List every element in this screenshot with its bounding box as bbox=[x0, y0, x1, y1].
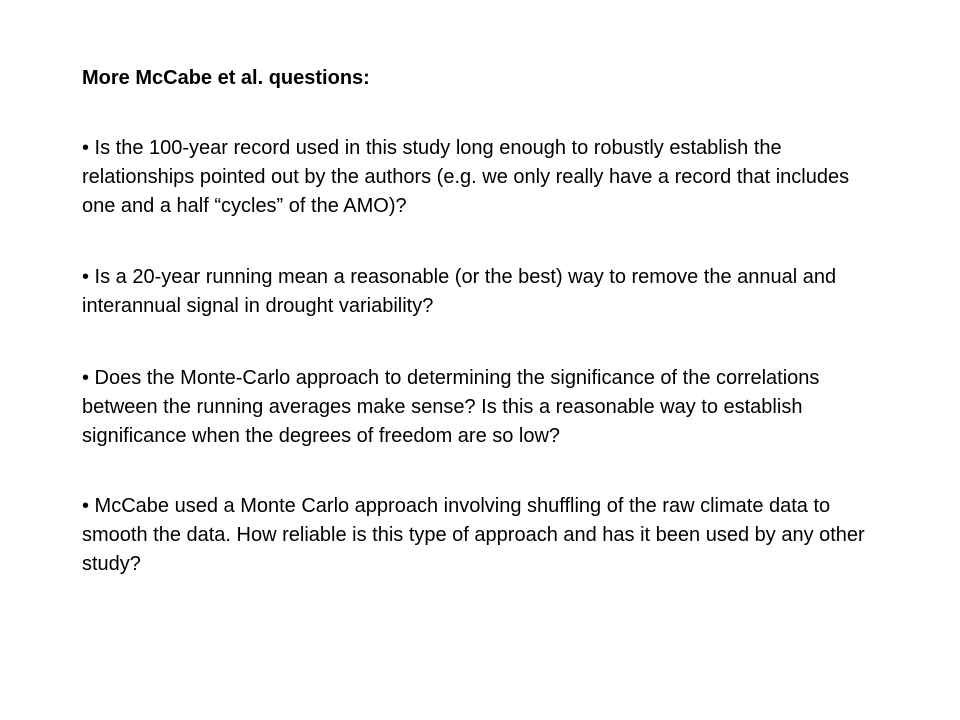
bullet-running-mean: • Is a 20-year running mean a reasonable (or the best) way to remove the annual and interannual signal in drought variability? bbox=[82, 266, 837, 317]
bullet-monte-carlo-significance: • Does the Monte-Carlo approach to determining the significance of the correlations between the running averages make sense? Is this a reasonable way to establish significance when the degrees of freedom are so low? bbox=[82, 367, 820, 447]
slide-title: More McCabe et al. questions: bbox=[82, 67, 370, 89]
bullet-monte-carlo-shuffling: • McCabe used a Monte Carlo approach involving shuffling of the raw climate data to smooth the data. How reliable is this type of approach and has it been used by any other study? bbox=[82, 495, 865, 575]
bullet-record-length: • Is the 100-year record used in this study long enough to robustly establish the relationships pointed out by the authors (e.g. we only really have a record that includes one and a half “cycles” of the AMO)? bbox=[82, 137, 850, 217]
